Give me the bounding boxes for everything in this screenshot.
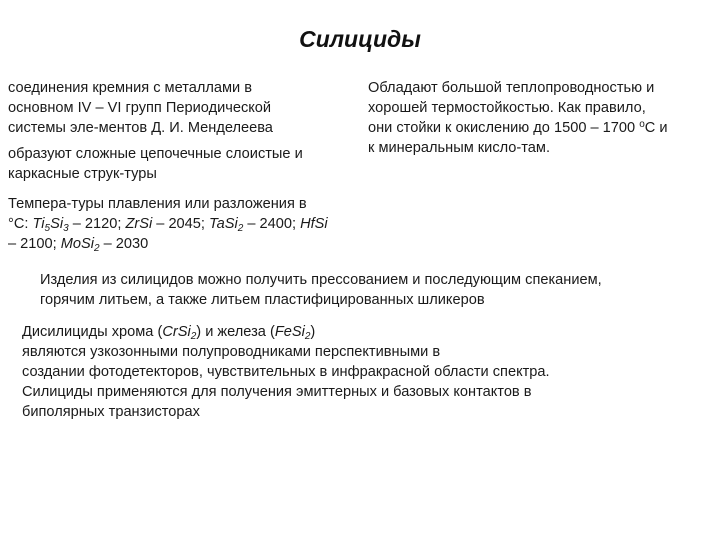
properties-text [368,78,713,158]
formula-hf: HfSi [300,216,328,232]
text-fragment: – 2400; [243,216,301,232]
text-line [368,118,713,138]
text-line: Обладают большой теплопроводностью и [368,80,655,96]
text-line: к минеральным кисло-там. [368,140,551,156]
text-fragment: они стойки к окислению до 1500 – 1700 [368,120,640,136]
text-line: являются узкозонными полупроводниками перспективными в [22,344,441,360]
text-line: Темпера-туры плавления или разложения в [8,196,307,212]
text-line: хорошей термостойкостью. Как правило, [368,100,646,116]
formula-sub: 2 [304,331,311,342]
text-line: системы эле-ментов Д. И. Менделеева [8,120,273,136]
formula-sub: 5 [44,223,51,234]
formula-si: Si [50,216,64,232]
text-line [8,214,353,234]
text-fragment: ) [310,324,316,340]
formula-zr: ZrSi [125,216,153,232]
text-line: Изделия из силицидов можно получить прессованием и последующим спеканием, [40,272,602,288]
formula-fe: FeSi [274,324,305,340]
text-fragment: С и [644,120,668,136]
disilicides-text [22,322,642,422]
formula-sub: 2 [94,243,100,254]
formula-mo: MoSi [60,236,94,252]
text-line: биполярных транзисторах [22,404,200,420]
formula-sub: 3 [63,223,69,234]
slide-title: Силициды [299,26,421,52]
text-line: основном IV – VI групп Периодической [8,100,272,116]
text-fragment: ) и железа ( [196,324,275,340]
text-line: горячим литьем, а также литьем пластифицированных шликеров [40,292,485,308]
text-line: создании фотодетекторов, чувствительных в инфракрасной области спектра. [22,364,550,380]
formula-ti: Ti [32,216,45,232]
text-fragment: °С: [8,216,33,232]
text-fragment: – 2120; [68,216,126,232]
formula-ta: TaSi [209,216,238,232]
text-line: каркасные струк-туры [8,166,157,182]
text-line [22,322,642,342]
text-line: образуют сложные цепочечные слоистые и [8,146,303,162]
text-line: соединения кремния с металлами в [8,80,252,96]
text-fragment: – 2045; [152,216,210,232]
formula-sub: 2 [237,223,244,234]
formula-sub: 2 [190,331,197,342]
melting-temperatures-text [8,194,353,254]
text-fragment: – 2030 [99,236,149,252]
text-fragment: Дисилициды хрома ( [22,324,163,340]
production-text [40,270,700,310]
structure-text [8,144,348,184]
text-fragment: – 2100; [8,236,61,252]
degree-sup: о [639,119,645,130]
formula-cr: CrSi [162,324,191,340]
definition-text [8,78,348,138]
text-line: Силициды применяются для получения эмиттерных и базовых контактов в [22,384,532,400]
text-line [8,234,353,254]
